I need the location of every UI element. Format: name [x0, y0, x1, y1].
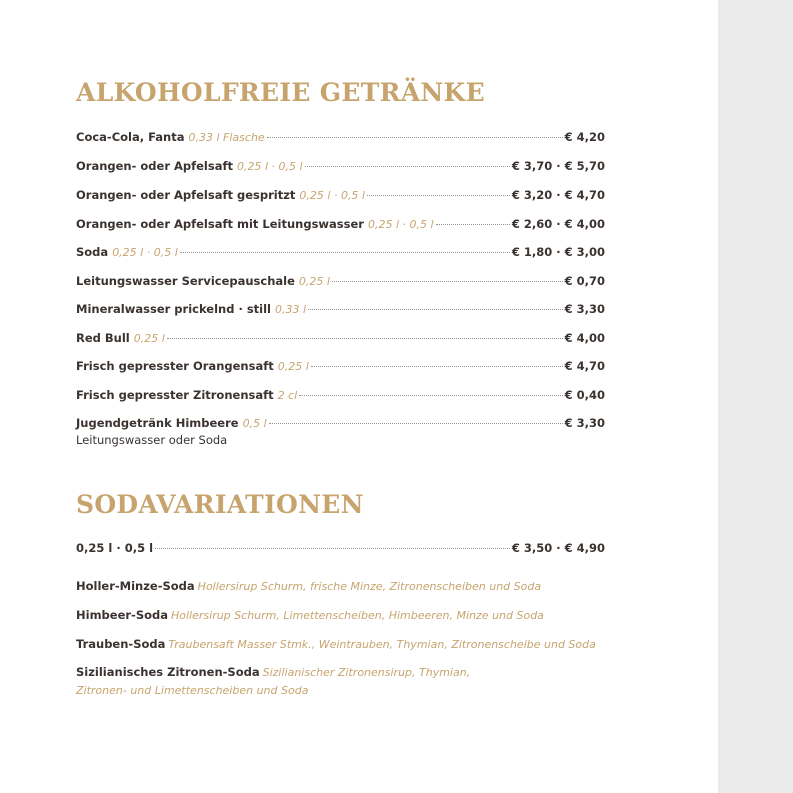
menu-item-volume: 2 cl	[277, 389, 298, 402]
dotted-leader	[269, 423, 563, 424]
menu-item-name: Orangen- oder Apfelsaft gespritzt	[76, 188, 296, 202]
soda-variant	[76, 663, 605, 700]
menu-item-name: Leitungswasser Servicepauschale	[76, 274, 295, 288]
soda-variant-name: Trauben-Soda	[76, 637, 166, 651]
menu-item-row	[76, 331, 605, 346]
dotted-leader	[167, 338, 563, 339]
dotted-leader	[436, 224, 510, 225]
menu-item-price: € 3,70 · € 5,70	[511, 159, 605, 173]
dotted-leader	[305, 166, 510, 167]
menu-item-row	[76, 245, 605, 260]
dotted-leader	[308, 309, 563, 310]
menu-item-row	[76, 217, 605, 232]
menu-item-price: € 3,30	[564, 416, 605, 430]
menu-item-name: Jugendgetränk Himbeere	[76, 416, 239, 430]
menu-item-row	[76, 188, 605, 203]
dotted-leader	[299, 395, 562, 396]
menu-item-price: € 1,80 · € 3,00	[511, 245, 605, 259]
dotted-leader	[367, 195, 510, 196]
menu-item-volume: 0,25 l	[298, 275, 330, 288]
menu-item-volume: 0,33 l Flasche	[188, 131, 265, 144]
menu-item-row	[76, 274, 605, 289]
menu-item-volume: 0,25 l	[277, 360, 309, 373]
menu-item-price: € 4,70	[564, 359, 605, 373]
menu-item-name: Orangen- oder Apfelsaft mit Leitungswasser	[76, 217, 364, 231]
menu-item-row	[76, 159, 605, 174]
menu-item-row	[76, 359, 605, 374]
soda-size-price: € 3,50 · € 4,90	[511, 541, 605, 555]
menu-item-name: Red Bull	[76, 331, 130, 345]
menu-item-volume: 0,25 l	[133, 332, 165, 345]
soda-variant-name: Sizilianisches Zitronen-Soda	[76, 665, 260, 679]
soda-variant-name: Himbeer-Soda	[76, 608, 168, 622]
soda-variant-desc: Sizilianischer Zitronensirup, Thymian,	[262, 666, 471, 679]
menu-item-name: Coca-Cola, Fanta	[76, 130, 185, 144]
menu-item-volume: 0,25 l · 0,5 l	[367, 218, 434, 231]
menu-item-volume: 0,5 l	[242, 417, 267, 430]
menu-item-row	[76, 130, 605, 145]
soda-variant-desc: Hollersirup Schurm, Limettenscheiben, Himbeeren, Minze und Soda	[171, 609, 544, 622]
menu-item-price: € 0,40	[564, 388, 605, 402]
jugend-note: Leitungswasser oder Soda	[76, 433, 228, 447]
menu-item-price: € 3,30	[564, 302, 605, 316]
menu-item-name: Frisch gepresster Zitronensaft	[76, 388, 274, 402]
menu-item-volume: 0,33 l	[275, 303, 307, 316]
dotted-leader	[267, 137, 563, 138]
soda-variant-desc: Hollersirup Schurm, frische Minze, Zitronenscheiben und Soda	[197, 580, 542, 593]
section-title-alkoholfrei: ALKOHOLFREIE GETRÄNKE	[76, 78, 485, 107]
section-title-soda: SODAVARIATIONEN	[76, 490, 364, 519]
menu-item-price: € 4,00	[564, 331, 605, 345]
menu-item-name: Mineralwasser prickelnd · still	[76, 302, 272, 316]
soda-variant-desc-line2: Zitronen- und Limettenscheiben und Soda	[76, 684, 309, 697]
soda-variant	[76, 606, 605, 625]
right-margin-panel	[718, 0, 793, 793]
menu-item-volume: 0,25 l · 0,5 l	[112, 246, 178, 259]
dotted-leader	[311, 366, 563, 367]
menu-item-row	[76, 302, 605, 317]
menu-item-volume: 0,25 l · 0,5 l	[236, 160, 303, 173]
soda-variant	[76, 577, 605, 596]
menu-item-price: € 2,60 · € 4,00	[511, 217, 605, 231]
soda-size-row	[76, 541, 605, 555]
soda-size-label: 0,25 l · 0,5 l	[76, 541, 154, 555]
dotted-leader	[155, 548, 510, 549]
dotted-leader	[180, 252, 510, 253]
menu-item-row	[76, 416, 605, 431]
soda-variant-desc: Traubensaft Masser Stmk., Weintrauben, Thymian, Zitronenscheibe und Soda	[168, 638, 596, 651]
dotted-leader	[332, 281, 563, 282]
menu-item-volume: 0,25 l · 0,5 l	[299, 189, 365, 202]
menu-item-price: € 4,20	[564, 130, 605, 144]
menu-item-name: Orangen- oder Apfelsaft	[76, 159, 233, 173]
soda-variant-name: Holler-Minze-Soda	[76, 579, 195, 593]
menu-item-price: € 3,20 · € 4,70	[511, 188, 605, 202]
menu-item-name: Frisch gepresster Orangensaft	[76, 359, 274, 373]
menu-item-price: € 0,70	[564, 274, 605, 288]
soda-variant	[76, 635, 605, 654]
menu-item-name: Soda	[76, 245, 109, 259]
menu-item-row	[76, 388, 605, 403]
